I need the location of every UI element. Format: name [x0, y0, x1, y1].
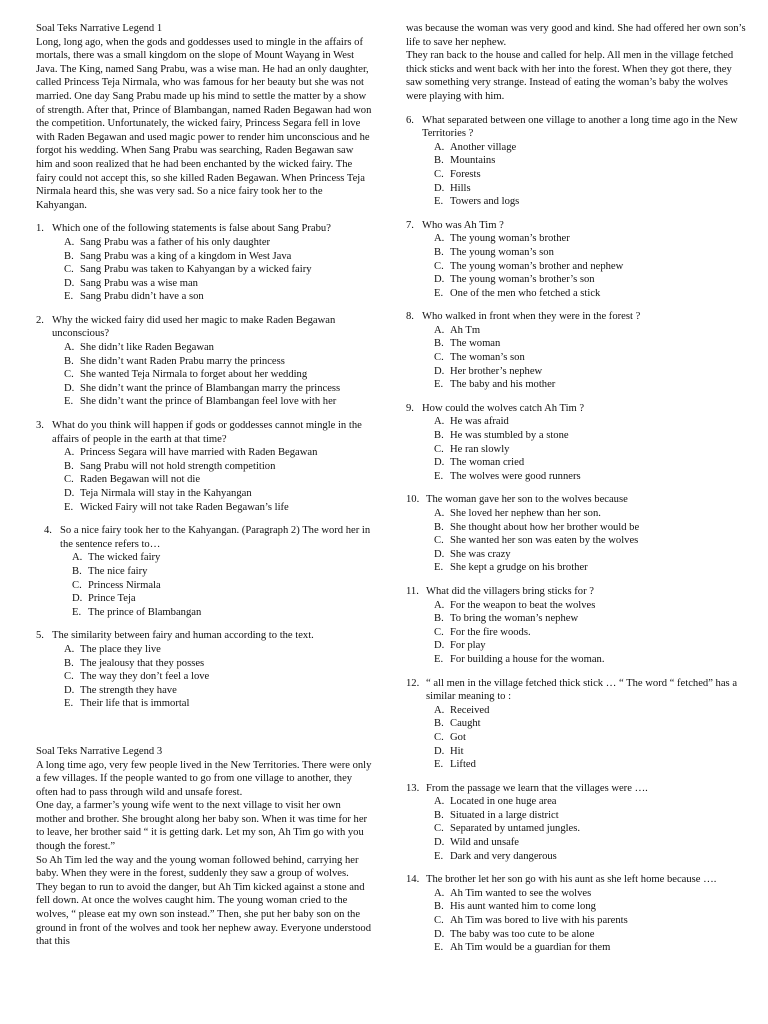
answer-option	[406, 378, 746, 392]
answer-option	[406, 232, 746, 246]
answer-option	[406, 182, 746, 196]
option-letter: E.	[64, 501, 74, 513]
option-letter: E.	[64, 396, 74, 408]
answer-options	[406, 232, 746, 300]
option-text: Ah Tim was bored to live with his parents	[450, 915, 628, 927]
answer-option	[44, 551, 372, 565]
question-text: What did the villagers bring sticks for ?	[426, 585, 594, 597]
option-text: He was afraid	[450, 416, 509, 428]
option-text: Located in one huge area	[450, 796, 557, 808]
answer-option	[406, 246, 746, 260]
question-11	[406, 585, 746, 667]
question-number: 14.	[406, 874, 420, 886]
answer-option	[406, 351, 746, 365]
question-text: “ all men in the village fetched thick stick … “ The word “ fetched” has a similar meaning to :	[426, 677, 738, 703]
option-text: The young woman’s brother	[450, 233, 570, 245]
answer-option	[406, 415, 746, 429]
question-4	[36, 524, 372, 619]
option-text: Situated in a large district	[450, 809, 559, 821]
option-letter: A.	[434, 416, 445, 428]
option-text: Sang Prabu was a father of his only daughter	[80, 236, 271, 248]
answer-options	[36, 446, 372, 514]
answer-option	[36, 355, 372, 369]
option-text: Separated by untamed jungles.	[450, 823, 581, 835]
question-8	[406, 310, 746, 392]
option-text: She loved her nephew than her son.	[450, 508, 601, 519]
option-text: She kept a grudge on his brother	[450, 562, 588, 574]
legend-3-continuation-1: was because the woman was very good and kind. She had offered her own son’s life to save her nephew.	[406, 23, 746, 48]
option-text: Sang Prabu was a king of a kingdom in West Java	[80, 250, 292, 262]
answer-option	[36, 382, 372, 396]
option-letter: A.	[64, 447, 75, 459]
option-letter: E.	[64, 291, 74, 303]
answer-options	[406, 887, 746, 955]
option-text: She thought about how her brother would be	[450, 521, 640, 533]
option-letter: D.	[64, 382, 75, 394]
option-text: The wicked fairy	[88, 552, 161, 564]
answer-option	[406, 337, 746, 351]
option-text: Sang Prabu didn’t have a son	[80, 291, 204, 303]
question-5	[36, 629, 372, 711]
option-text: Towers and logs	[450, 196, 520, 208]
option-letter: A.	[434, 508, 445, 519]
option-letter: C.	[64, 671, 74, 683]
option-letter: B.	[64, 355, 74, 367]
option-text: The strength they have	[80, 684, 177, 696]
option-letter: A.	[64, 342, 75, 354]
question-text: So a nice fairy took her to the Kahyangan. (Paragraph 2) The word her in the sentence refers to…	[60, 525, 371, 550]
answer-options	[406, 795, 746, 863]
option-text: Their life that is immortal	[80, 698, 190, 710]
question-1	[36, 222, 372, 304]
option-letter: B.	[64, 250, 74, 262]
option-letter: E.	[434, 562, 444, 574]
option-letter: B.	[434, 246, 444, 258]
option-letter: B.	[434, 338, 444, 350]
option-letter: B.	[434, 613, 444, 625]
option-letter: D.	[434, 928, 445, 940]
answer-options	[36, 643, 372, 711]
option-letter: A.	[72, 552, 83, 564]
right-column	[406, 22, 746, 955]
answer-option	[406, 456, 746, 470]
question-text: Which one of the following statements is false about Sang Prabu?	[52, 223, 331, 235]
option-text: For play	[450, 640, 486, 652]
answer-options	[36, 236, 372, 304]
left-column	[36, 22, 372, 949]
option-letter: C.	[434, 915, 444, 927]
option-letter: B.	[434, 155, 444, 167]
answer-option	[406, 653, 746, 667]
answer-option	[406, 928, 746, 942]
answer-option	[36, 697, 372, 711]
option-text: Wicked Fairy will not take Raden Begawan’s life	[80, 501, 289, 513]
option-letter: E.	[434, 470, 444, 482]
option-letter: E.	[434, 942, 444, 954]
option-letter: C.	[64, 264, 74, 276]
option-letter: A.	[434, 233, 445, 245]
answer-option	[36, 657, 372, 671]
option-text: She wanted her son was eaten by the wolves	[450, 535, 639, 547]
option-letter: D.	[434, 837, 445, 849]
answer-option	[406, 273, 746, 287]
question-number: 9.	[406, 402, 414, 414]
option-letter: C.	[434, 260, 444, 272]
option-text: For the weapon to beat the wolves	[450, 599, 596, 611]
question-number: 3.	[36, 420, 44, 432]
answer-options	[406, 141, 746, 209]
option-letter: A.	[434, 704, 445, 716]
option-letter: D.	[434, 745, 445, 757]
option-letter: D.	[72, 593, 83, 605]
answer-option	[406, 612, 746, 626]
question-number: 7.	[406, 219, 414, 231]
option-text: The woman’s son	[450, 352, 525, 364]
option-letter: B.	[434, 521, 444, 533]
answer-option	[406, 287, 746, 301]
question-number: 2.	[36, 314, 44, 326]
answer-option	[406, 599, 746, 613]
option-text: The woman	[450, 338, 501, 350]
question-7	[406, 219, 746, 301]
question-number: 6.	[406, 114, 414, 126]
answer-option	[406, 850, 746, 864]
option-letter: D.	[434, 640, 445, 652]
option-text: He ran slowly	[450, 443, 510, 455]
option-letter: C.	[434, 168, 444, 180]
option-text: He was stumbled by a stone	[450, 430, 569, 442]
answer-option	[406, 795, 746, 809]
answer-option	[406, 534, 746, 548]
answer-option	[406, 141, 746, 155]
option-text: The jealousy that they posses	[80, 657, 205, 669]
question-number: 12.	[406, 677, 420, 689]
option-text: The young woman’s brother’s son	[450, 274, 595, 286]
option-letter: C.	[434, 443, 444, 455]
answer-option	[406, 809, 746, 823]
option-letter: D.	[434, 365, 445, 377]
answer-option	[406, 639, 746, 653]
option-letter: E.	[434, 759, 444, 771]
option-letter: E.	[64, 698, 74, 710]
answer-option	[36, 487, 372, 501]
option-letter: C.	[434, 823, 444, 835]
answer-option	[406, 154, 746, 168]
answer-option	[44, 579, 372, 593]
option-text: The place they live	[80, 643, 161, 655]
option-letter: D.	[64, 684, 75, 696]
answer-option	[36, 643, 372, 657]
option-text: Caught	[450, 718, 481, 730]
answer-option	[406, 887, 746, 901]
option-letter: C.	[64, 474, 74, 486]
question-text: Why the wicked fairy did used her magic to make Raden Begawan unconscious?	[52, 314, 336, 340]
option-text: She wanted Teja Nirmala to forget about her wedding	[80, 369, 308, 381]
answer-option	[36, 460, 372, 474]
option-text: Another village	[450, 141, 517, 153]
option-letter: A.	[434, 796, 445, 808]
legend-3-paragraph-1: A long time ago, very few people lived in the New Territories. There were only a few villages. If the people wanted to go from one village to another, they often had to pass through wild and unsafe forest.	[36, 759, 372, 798]
question-3	[36, 419, 372, 514]
question-text: The woman gave her son to the wolves because	[426, 494, 628, 506]
option-letter: A.	[434, 887, 445, 899]
option-text: Ah Tm	[450, 324, 481, 336]
option-text: The nice fairy	[88, 565, 148, 577]
option-text: For the fire woods.	[450, 626, 531, 638]
answer-option	[36, 670, 372, 684]
answer-options	[406, 507, 746, 575]
answer-option	[406, 731, 746, 745]
option-text: Ah Tim would be a guardian for them	[450, 942, 611, 954]
answer-options	[44, 551, 372, 619]
option-text: The woman cried	[450, 457, 525, 469]
option-letter: E.	[72, 606, 82, 618]
answer-option	[406, 914, 746, 928]
option-text: Wild and unsafe	[450, 837, 519, 849]
question-number: 13.	[406, 782, 420, 794]
answer-option	[36, 263, 372, 277]
legend-3-title: Soal Teks Narrative Legend 3	[36, 745, 163, 757]
option-text: To bring the woman’s nephew	[450, 613, 579, 625]
option-letter: B.	[72, 565, 82, 577]
option-letter: B.	[64, 460, 74, 472]
answer-option	[406, 900, 746, 914]
option-text: Received	[450, 704, 490, 716]
option-text: She didn’t want Raden Prabu marry the princess	[80, 355, 285, 367]
question-2	[36, 314, 372, 409]
option-text: Sang Prabu was a wise man	[80, 277, 198, 289]
option-letter: A.	[64, 236, 75, 248]
option-letter: C.	[64, 369, 74, 381]
answer-option	[36, 473, 372, 487]
option-letter: C.	[434, 535, 444, 547]
option-text: Got	[450, 731, 466, 743]
option-text: Sang Prabu was taken to Kahyangan by a wicked fairy	[80, 264, 312, 276]
question-12	[406, 677, 746, 772]
option-text: Dark and very dangerous	[450, 850, 557, 862]
option-text: She was crazy	[450, 548, 511, 560]
option-text: Lifted	[450, 759, 476, 771]
question-number: 8.	[406, 311, 414, 323]
answer-option	[406, 429, 746, 443]
answer-options	[406, 704, 746, 772]
option-text: The baby and his mother	[450, 379, 556, 391]
legend-1-paragraph: Long, long ago, when the gods and goddesses used to mingle in the affairs of mortals, there was a small kingdom on the slope of Mount Wayang in West Java. The King, named Sang Prabu, was a wise man. He had an only daughter, called Princess Teja Nirmala, who was famous for her beauty but she was not married. One day Sang Prabu made up his mind to settle the matter by a show of strength. After that, Prince of Blambangan, named Raden Begawan had won the competition. Unfortunately, the wicked fairy, Princess Segara fell in love with Raden Begawan and used magic power to render him unconscious and he forgot his wedding. When Sang Prabu was searching, Raden Begawan saw him and soon realized that he had been enchanted by the wicked fairy. The fairy could not accept this, so she killed Raden Begawan. When Princess Teja Nirmala heard this, she was very sad. So a nice fairy took her to the Kahyangan.	[36, 36, 372, 211]
option-letter: D.	[64, 488, 75, 499]
option-letter: B.	[64, 657, 74, 669]
question-text: What do you think will happen if gods or goddesses cannot mingle in the affairs of people in the earth at that time?	[52, 420, 362, 445]
option-letter: C.	[72, 579, 82, 591]
option-letter: D.	[434, 274, 445, 286]
question-number: 10.	[406, 494, 420, 506]
answer-option	[36, 501, 372, 515]
question-number: 1.	[36, 223, 44, 235]
option-letter: D.	[434, 457, 445, 469]
option-letter: A.	[434, 141, 445, 153]
answer-option	[44, 592, 372, 606]
question-14	[406, 873, 746, 955]
answer-option	[406, 365, 746, 379]
option-text: Sang Prabu will not hold strength competition	[80, 460, 276, 472]
option-text: Hills	[450, 182, 471, 194]
option-text: She didn’t want the prince of Blambangan marry the princess	[80, 382, 341, 394]
option-letter: B.	[434, 901, 444, 913]
option-letter: E.	[434, 379, 444, 391]
answer-option	[36, 290, 372, 304]
option-text: Teja Nirmala will stay in the Kahyangan	[80, 488, 252, 499]
option-letter: C.	[434, 626, 444, 638]
option-letter: C.	[434, 352, 444, 364]
option-text: Princess Nirmala	[88, 579, 161, 591]
question-10	[406, 493, 746, 575]
answer-option	[406, 941, 746, 955]
question-text: From the passage we learn that the villages were ….	[426, 782, 648, 794]
answer-options	[406, 415, 746, 483]
question-9	[406, 402, 746, 484]
option-text: One of the men who fetched a stick	[450, 287, 601, 299]
answer-option	[406, 561, 746, 575]
answer-option	[36, 250, 372, 264]
question-text: Who was Ah Tim ?	[422, 219, 504, 231]
option-text: Forests	[450, 168, 481, 180]
question-number: 11.	[406, 585, 419, 597]
answer-option	[406, 324, 746, 338]
answer-option	[406, 822, 746, 836]
answer-options	[406, 599, 746, 667]
option-text: For building a house for the woman.	[450, 653, 605, 665]
question-text: What separated between one village to another a long time ago in the New Territories ?	[422, 114, 738, 140]
answer-option	[36, 684, 372, 698]
answer-option	[406, 758, 746, 772]
option-letter: C.	[434, 731, 444, 743]
option-text: The baby was too cute to be alone	[450, 928, 595, 940]
option-letter: A.	[64, 643, 75, 655]
legend-3-paragraph-2: One day, a farmer’s young wife went to the next village to visit her own mother and brother. She brought along her baby son. When it was time for her to leave, her brother said “ it is getting dark. Let my son, Ah Tim go with you though the forest.”	[36, 800, 368, 853]
question-13	[406, 782, 746, 864]
answer-option	[36, 395, 372, 409]
option-letter: E.	[434, 196, 444, 208]
option-letter: B.	[434, 809, 444, 821]
answer-option	[406, 195, 746, 209]
option-text: The young woman’s son	[450, 246, 554, 258]
option-text: Mountains	[450, 155, 496, 167]
option-text: The prince of Blambangan	[88, 606, 202, 618]
answer-option	[36, 368, 372, 382]
question-text: How could the wolves catch Ah Tim ?	[422, 402, 585, 414]
answer-option	[406, 443, 746, 457]
option-letter: B.	[434, 430, 444, 442]
option-text: Princess Segara will have married with Raden Begawan	[80, 447, 318, 459]
option-text: The wolves were good runners	[450, 470, 581, 482]
legend-3-paragraph-3: So Ah Tim led the way and the young woman followed behind, carrying her baby. When they were in the forest, suddenly they saw a group of wolves. They began to run to avoid the danger, but Ah Tim kicked against a stone and fell down. At once the wolves caught him. The young woman cried to the wolves, “ please eat my own son instead.” Then, she put her baby son on the ground in front of the wolves and took her nephew away. Everyone understood that this	[36, 854, 371, 948]
answer-option	[406, 626, 746, 640]
question-text: The similarity between fairy and human according to the text.	[52, 630, 314, 642]
question-text: The brother let her son go with his aunt as she left home because ….	[426, 874, 717, 886]
left-question-list	[36, 222, 372, 711]
option-letter: D.	[64, 277, 75, 289]
answer-option	[44, 565, 372, 579]
option-letter: E.	[434, 287, 444, 299]
answer-option	[406, 168, 746, 182]
question-6	[406, 114, 746, 209]
option-letter: D.	[434, 182, 445, 194]
option-text: The young woman’s brother and nephew	[450, 260, 624, 272]
answer-option	[406, 836, 746, 850]
option-letter: E.	[434, 850, 444, 862]
answer-options	[406, 324, 746, 392]
option-text: His aunt wanted him to come long	[450, 901, 596, 913]
option-letter: D.	[434, 548, 445, 560]
answer-option	[44, 606, 372, 620]
question-number: 4.	[44, 525, 52, 537]
answer-option	[36, 277, 372, 291]
answer-option	[406, 548, 746, 562]
answer-option	[36, 446, 372, 460]
option-text: Her brother’s nephew	[450, 365, 543, 377]
option-text: She didn’t like Raden Begawan	[80, 342, 214, 354]
answer-option	[406, 260, 746, 274]
option-text: The way they don’t feel a love	[80, 671, 210, 683]
answer-option	[406, 470, 746, 484]
answer-option	[406, 717, 746, 731]
question-number: 5.	[36, 630, 44, 642]
option-letter: A.	[434, 599, 445, 611]
option-letter: B.	[434, 718, 444, 730]
option-text: She didn’t want the prince of Blambangan feel love with her	[80, 396, 337, 408]
answer-options	[36, 341, 372, 409]
answer-option	[36, 236, 372, 250]
answer-option	[406, 745, 746, 759]
answer-option	[36, 341, 372, 355]
option-text: Prince Teja	[88, 593, 136, 605]
answer-option	[406, 507, 746, 521]
answer-option	[406, 521, 746, 535]
option-text: Ah Tim wanted to see the wolves	[450, 887, 592, 899]
legend-3-continuation-2: They ran back to the house and called for help. All men in the village fetched thick sticks and went back with her into the forest. When they got there, they saw something very strange. Instead of eating the woman’s baby the wolves were playing with him.	[406, 50, 734, 102]
right-question-list	[406, 114, 746, 955]
legend-1-title: Soal Teks Narrative Legend 1	[36, 23, 163, 34]
question-text: Who walked in front when they were in the forest ?	[422, 311, 641, 323]
option-text: Hit	[450, 745, 464, 757]
answer-option	[406, 704, 746, 718]
option-text: Raden Begawan will not die	[80, 474, 201, 486]
option-letter: E.	[434, 653, 444, 665]
option-letter: A.	[434, 324, 445, 336]
